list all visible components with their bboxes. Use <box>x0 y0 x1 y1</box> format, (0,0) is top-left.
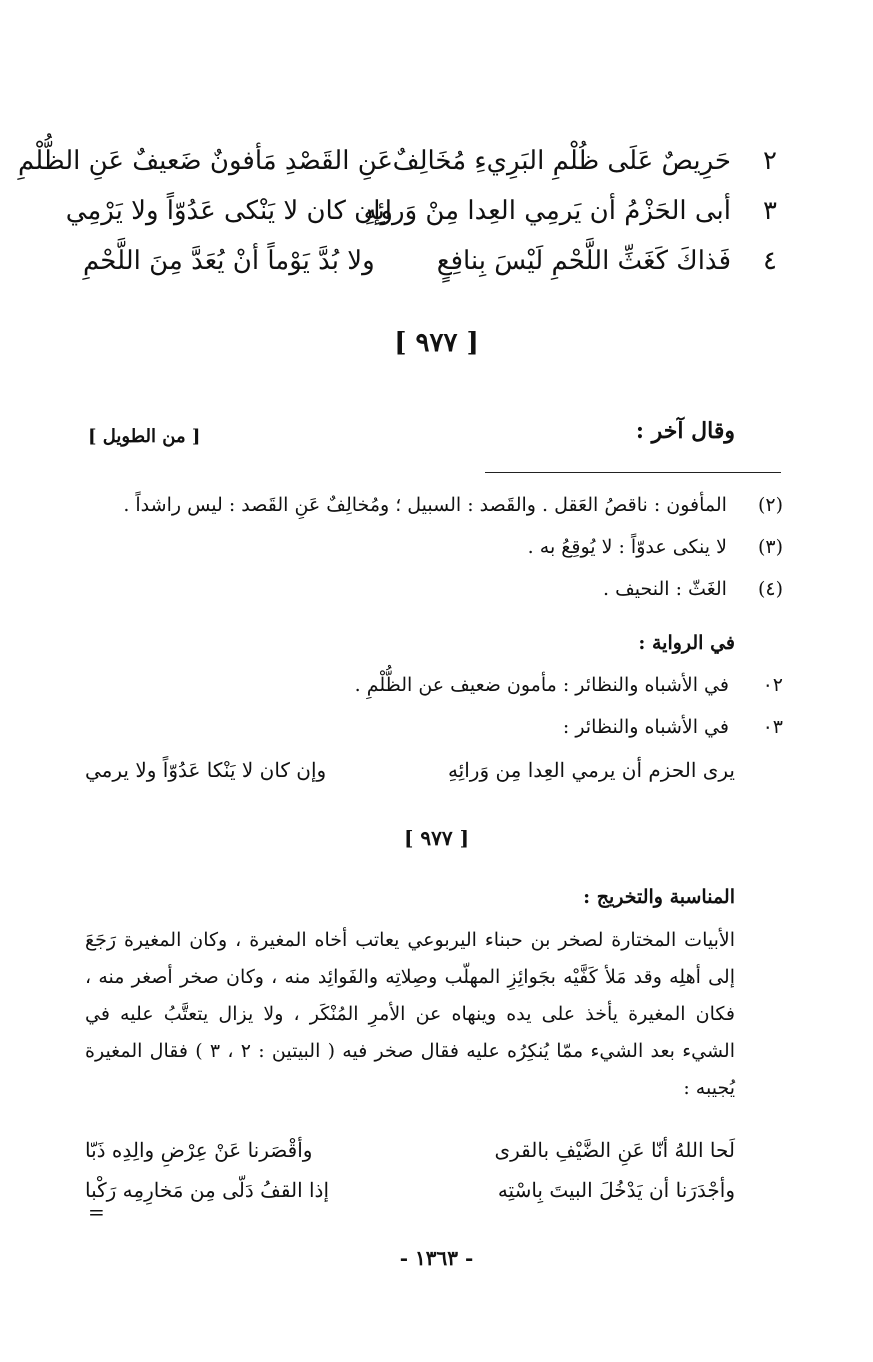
page-number: - ١٣٦٣ - <box>399 1246 474 1270</box>
first-hemistich: حَرِيصٌ عَلَى ظُلْمِ البَرِيءِ مُخَالِفٌ <box>392 146 731 176</box>
footnote <box>123 494 783 516</box>
continuation-mark: = <box>88 1200 105 1224</box>
commentary-paragraph: الأبيات المختارة لصخر بن حبناء اليربوعي يعاتب أخاه المغيرة ، وكان المغيرة رَجَعَ إلى أهلِه وقد مَلأ كَفَّيْه بجَوائِزِ المهلّب وصِلاتِه والفَوائِد منه ، وكان صخر أصغر منه ، فكان المغيرة يأخذ على يده وينهاه عن الأمرِ المُنْكَر ، ولا يزال يتعتَّبُ عليه في الشيء بعد الشيء ممّا يُنكِرُه عليه فقال صخر فيه ( البيتين : ٢ ، ٣ ) فقال المغيرة يُجيبه : <box>85 929 735 1099</box>
second-hemistich: وأقْصَرنا عَنْ عِرْضِ والِدِه ذَبّا <box>85 1138 313 1162</box>
footnote-text: المأفون : ناقصُ العَقل . والقَصد : السبيل ؛ ومُخالِفٌ عَنِ القَصد : ليس راشداً . <box>123 494 727 516</box>
variant-number: ٠٣ <box>762 716 783 738</box>
meter-label: [ من الطويل ] <box>88 426 201 447</box>
variant-number: ٠٢ <box>762 674 783 696</box>
poem-line <box>83 240 783 290</box>
poem-line <box>18 140 783 190</box>
variant-text: في الأشباه والنظائر : <box>562 716 729 738</box>
poem-line <box>65 190 783 240</box>
footnote-number: (٣) <box>757 536 783 558</box>
first-hemistich: وأجْدَرَنا أن يَدْخُلَ البيتَ بِاسْتِه <box>497 1178 735 1202</box>
verse-number: ٢ <box>763 146 777 176</box>
second-hemistich: عَنِ القَصْدِ مَأفونٌ ضَعيفٌ عَنِ الظُّلْمِ <box>18 146 393 176</box>
section-number-small: [ ٩٧٧ ] <box>403 826 470 850</box>
takhrij-heading: المناسبة والتخريج : <box>583 886 735 908</box>
first-hemistich: لَحا اللهُ أنّا عَنِ الضَّيْفِ بالقرى <box>494 1138 735 1162</box>
second-hemistich: وإن كان لا يَنْكى عَدُوّاً ولا يَرْمِي <box>65 196 393 226</box>
section-number: [ ٩٧٧ ] <box>394 328 479 358</box>
second-hemistich: وإن كان لا يَنْكا عَدُوّاً ولا يرمي <box>85 758 327 782</box>
variant-verse <box>85 758 735 792</box>
first-hemistich: أبى الحَزْمُ أن يَرمِي العِدا مِنْ وَرائِهِ <box>363 196 731 226</box>
footnote <box>528 536 783 558</box>
riwaya-heading: في الرواية : <box>638 632 735 654</box>
footnote-text: الغَثّ : النحيف . <box>603 578 727 600</box>
reply-verse <box>85 1138 735 1172</box>
footnote-number: (٤) <box>757 578 783 600</box>
variant-note <box>355 674 783 696</box>
footnote-text: لا ينكى عدوّاً : لا يُوقِعُ به . <box>527 536 727 558</box>
first-hemistich: فَذاكَ كَغَثِّ اللَّحْمِ لَيْسَ بِنافِعٍ <box>436 246 731 276</box>
first-hemistich: يرى الحزم أن يرمي العِدا مِن وَرائِهِ <box>447 758 735 782</box>
variant-note <box>563 716 783 738</box>
footnote <box>603 578 783 600</box>
footnote-divider <box>485 472 781 473</box>
verse-number: ٤ <box>763 246 777 276</box>
speaker-heading: وقال آخر : <box>635 418 735 444</box>
second-hemistich: إذا القفُ دَلّى مِن مَخارِمِه رَكْبا <box>85 1178 330 1202</box>
variant-text: في الأشباه والنظائر : مأمون ضعيف عن الظُّلْمِ . <box>354 674 729 696</box>
reply-verse <box>85 1178 735 1212</box>
verse-number: ٣ <box>763 196 777 226</box>
second-hemistich: ولا بُدَّ يَوْماً أنْ يُعَدَّ مِنَ اللَّحْمِ <box>83 246 375 276</box>
footnote-number: (٢) <box>757 494 783 516</box>
